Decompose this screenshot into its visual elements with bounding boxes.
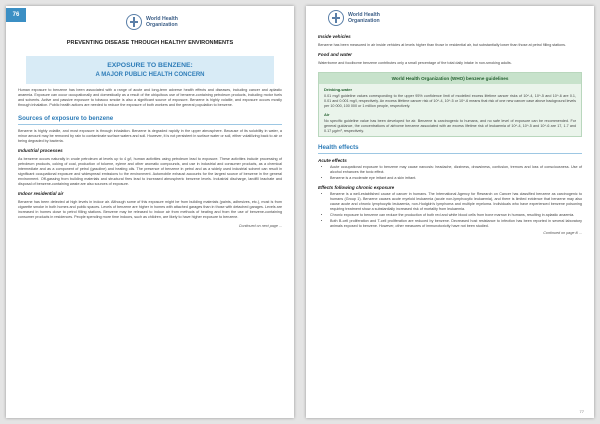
- logo-line2: Organization: [348, 18, 380, 24]
- intro-paragraph: Human exposure to benzene has been associated with a range of acute and long-term adverse health effects and diseases, including cancer and aplastic anaemia. Exposure can occur occupationally and domestically as a result of the ubiquitous use of benzene-containing petroleum products, including motor fuels and solvents. Active and passive exposure to tobacco smoke is also a significant source of exposure. Benzene is highly volatile, and exposure occurs mostly through inhalation. Public health actions are needed to reduce the exposure of both workers and the general population to benzene.: [18, 88, 282, 107]
- guidelines-title: World Health Organization (WHO) benzene guidelines: [319, 73, 581, 84]
- title-line1: EXPOSURE TO BENZENE:: [107, 62, 193, 69]
- list-item: • Both B-cell proliferation and T-cell proliferation are reduced by benzene. Decreased host resistance to infection has been reported in several laboratory animals exposed to benzene. However, other measures of immunotoxicity have not been studied.: [330, 219, 582, 229]
- left-header: [6, 6, 294, 38]
- continued-right: Continued on page iii ...: [543, 231, 582, 235]
- logo-line1: World Health: [348, 12, 380, 18]
- right-header: [306, 6, 594, 30]
- list-item: • Benzene is a well-established cause of cancer in humans. The International Agency for Research on Cancer has classified benzene as carcinogenic to humans (Group 1). Benzene causes acute myeloid leukaemia (acute non-lymphocytic leukaemia), and there is limited evidence that benzene may also cause acute and chronic lymphocytic leukaemia, non-Hodgkin's lymphoma and multiple myeloma. Individuals who have experienced benzene poisoning requiring treatment show a substantially increased risk of mortality from leukaemia.: [330, 192, 582, 212]
- inside-heading: Inside vehicles: [318, 34, 351, 39]
- indoor-paragraph: Benzene has been detected at high levels in indoor air. Although some of this exposure might be from building materials (paints, adhesives, etc.), most is from cigarette smoke in both homes and public spaces. Levels of benzene are higher in homes with attached garages than in those with detached garages. Levels are increased in homes close to petrol filling stations. Benzene may be released to indoor air from methods of heating and from the use of benzene-containing consumer products in residences. People spending more time indoors, such as children, are likely to have higher exposure to benzene.: [18, 200, 282, 219]
- who-logo-right: [328, 10, 380, 26]
- list-item: • Benzene is a moderate eye irritant and a skin irritant.: [330, 176, 582, 181]
- right-page: [306, 6, 594, 418]
- title-box: [26, 56, 274, 84]
- guidelines-air-label: Air: [324, 112, 330, 117]
- list-item: • Chronic exposure to benzene can reduce the production of both red and white blood cells from bone marrow in humans, resulting in aplastic anaemia.: [330, 213, 582, 218]
- guidelines-box: [318, 72, 582, 137]
- page-number-right: 77: [579, 409, 584, 414]
- industrial-heading: Industrial processes: [18, 148, 63, 153]
- acute-heading: Acute effects: [318, 158, 347, 163]
- masthead: PREVENTING DISEASE THROUGH HEALTHY ENVIRONMENTS: [66, 40, 234, 46]
- list-item: • Acute occupational exposure to benzene may cause narcosis: headache, dizziness, drowsiness, confusion, tremors and loss of consciousness. Use of alcohol enhances the toxic effect.: [330, 165, 582, 175]
- left-content: [6, 88, 294, 228]
- logo-line2: Organization: [146, 22, 178, 28]
- inside-paragraph: Benzene has been measured in air inside vehicles at levels higher than those in residential air, but substantially lower than those at petrol filling stations.: [318, 43, 567, 47]
- health-heading: Health effects: [318, 144, 582, 154]
- chronic-heading: Effects following chronic exposure: [318, 185, 395, 190]
- logo-line1: World Health: [146, 16, 178, 22]
- guidelines-drinking-text: 0.01 mg/l guideline values corresponding to the upper 95% confidence limit of modelled excess lifetime cancer risks of 10^-4, 10^-5 and 10^-6 are 0.1, 0.01 and 0.001 mg/l, respectively. An excess lifetime cancer risk of 10^-4, 10^-5 or 10^-6 means that risk of one new cancer case above background levels per 10 000, 100 000 or 1 million people, respectively.: [324, 94, 576, 108]
- page-number-left: 76: [6, 8, 26, 22]
- who-logo-left: [126, 14, 178, 30]
- industrial-paragraph: As benzene occurs naturally in crude petroleum at levels up to 4 g/l, human activities using petroleum lead to exposure. These activities include processing of petroleum products, coking of coal, production of toluene, xylene and other aromatic compounds, and use in industrial and consumer products, as a chemical intermediate and as a component of petrol (gasoline) and heating oils. The presence of benzene in petrol and as a widely used industrial solvent can result in significant occupational exposure and widespread emissions to the environment. Automobile exhaust accounts for the largest source of benzene in the general environment. Off-gassing from building materials and structural fires lead to increased atmospheric benzene levels. Industrial discharge, landfill leachate and disposal of benzene-containing waste are also sources of exposure.: [18, 157, 282, 186]
- who-emblem-icon: [126, 14, 142, 30]
- title-line2: A MAJOR PUBLIC HEALTH CONCERN: [95, 72, 205, 78]
- food-heading: Food and water: [318, 52, 352, 57]
- right-content: [306, 34, 594, 235]
- who-emblem-icon: [328, 10, 344, 26]
- guidelines-air-text: No specific guideline value has been developed for air. Benzene is carcinogenic to humans, and no safe level of exposure can be recommended. For general guidance, the concentrations of airborne benzene associated with an excess lifetime risk of leukaemia of 10^-4, 10^-5 and 10^-6 are 17, 1.7 and 0.17 μg/m³, respectively.: [324, 119, 576, 133]
- chronic-list: [318, 192, 582, 229]
- acute-list: [318, 165, 582, 181]
- continued-left: Continued on next page ...: [238, 224, 282, 228]
- guidelines-drinking-label: Drinking-water: [324, 87, 353, 92]
- food-paragraph: Waterborne and foodborne benzene contributes only a small percentage of the total daily intake in non-smoking adults.: [318, 61, 512, 65]
- left-page: [6, 6, 294, 418]
- sources-paragraph: Benzene is highly volatile, and most exposure is through inhalation. Benzene is degraded rapidly in the upper atmosphere. Because of its solubility in water, a minor amount may be removed by rain to contaminate surface waters and soil. However, it is not persistent in surface water or soil, either volatilizing back to air or being degraded by bacteria.: [18, 129, 282, 143]
- sources-heading: Sources of exposure to benzene: [18, 115, 282, 125]
- indoor-heading: Indoor residential air: [18, 191, 64, 196]
